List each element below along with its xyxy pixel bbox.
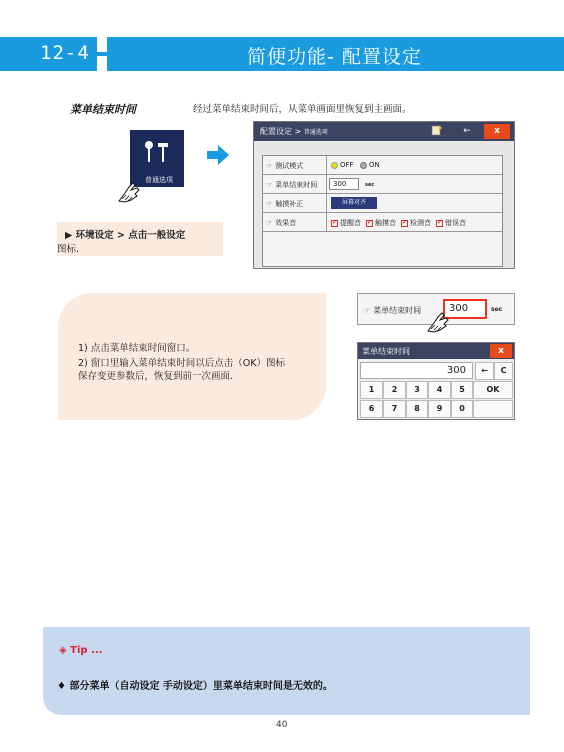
key-5[interactable]: 5 (451, 381, 473, 399)
screen-align-button[interactable]: 屏幕对齐 (331, 197, 377, 209)
timeout-label: ☞ 菜单结束时间 (363, 306, 422, 315)
path-line-1: ▶ 环境设定 > 点击一般设定 (65, 230, 186, 241)
header-connector (97, 52, 107, 56)
step-2-continued-text: 保存变更参数后，恢复到前一次画面. (78, 371, 234, 382)
config-window (253, 121, 515, 269)
window-titlebar (254, 122, 514, 141)
path-line-2: 图标. (57, 244, 80, 255)
detect-sound-checkbox[interactable]: ✓ 检测音 (401, 218, 431, 228)
back-arrow-icon[interactable]: ← (463, 126, 471, 136)
error-sound-checkbox[interactable]: ✓ 错误音 (436, 218, 466, 228)
row-label: ☞ 效果音 (266, 219, 297, 227)
keypad-title: 菜单结束时间 (362, 347, 410, 356)
touch-sound-checkbox[interactable]: ✓ 触摸音 (366, 218, 396, 228)
note-icon[interactable] (426, 124, 448, 139)
tools-icon (144, 141, 170, 170)
section-description: 经过菜单结束时间后，从菜单画面里恢复到主画面。 (193, 104, 412, 115)
settings-table (262, 155, 503, 267)
blank-key (473, 400, 513, 418)
ok-key[interactable]: OK (473, 381, 513, 399)
tip-box (43, 627, 530, 715)
row-label: ☞ 测试模式 (266, 162, 304, 170)
key-2[interactable]: 2 (383, 381, 406, 399)
step-1-text: 1) 点击菜单结束时间窗口。 (78, 343, 196, 354)
timeout-unit: sec (365, 182, 375, 188)
chapter-title: 简便功能- 配置设定 (247, 46, 422, 68)
timeout-unit: sec (491, 306, 503, 313)
pointing-hand-icon (426, 311, 452, 333)
timeout-input[interactable]: 300 (329, 178, 359, 190)
step-2-text: 2) 窗口里输入菜单结束时间以后点击（OK）图标 (78, 358, 285, 369)
chapter-number: 12-4 (40, 42, 90, 64)
alert-sound-checkbox[interactable]: ✓ 提醒音 (331, 218, 361, 228)
general-options-tile[interactable] (130, 130, 184, 187)
key-7[interactable]: 7 (383, 400, 406, 418)
page-number: 40 (276, 720, 288, 730)
keypad-window (357, 342, 515, 420)
row-effect-sound (263, 213, 502, 232)
keypad-close-button[interactable]: x (490, 344, 512, 358)
key-9[interactable]: 9 (428, 400, 451, 418)
key-8[interactable]: 8 (406, 400, 428, 418)
key-6[interactable]: 6 (360, 400, 383, 418)
clear-key[interactable]: C (494, 362, 513, 380)
key-0[interactable]: 0 (451, 400, 473, 418)
navigation-path-note (57, 222, 223, 256)
tip-heading: ◈ Tip ... (59, 645, 103, 656)
tip-body: ♦ 部分菜单（自动设定 手动设定）里菜单结束时间是无效的。 (57, 681, 333, 692)
key-4[interactable]: 4 (428, 381, 451, 399)
key-1[interactable]: 1 (360, 381, 383, 399)
on-radio[interactable]: ON (360, 161, 380, 169)
close-button[interactable]: x (484, 124, 510, 139)
section-title: 菜单结束时间 (70, 103, 136, 116)
off-radio[interactable]: OFF (331, 161, 354, 169)
key-3[interactable]: 3 (406, 381, 428, 399)
timeout-value-input[interactable]: 300 (443, 299, 487, 319)
window-title: 配置设定 > 普通选项 (260, 127, 328, 136)
row-menu-timeout (263, 175, 502, 194)
row-touch-calibration (263, 194, 502, 213)
pointing-hand-icon (117, 181, 143, 203)
row-label: ☞ 触摸补正 (266, 200, 304, 208)
row-label: ☞ 菜单结束时间 (266, 181, 318, 189)
tile-label: 普通选项 (145, 176, 173, 184)
backspace-key[interactable]: ← (475, 362, 494, 380)
chapter-title-bar (107, 37, 564, 71)
chapter-number-bar (0, 37, 97, 71)
keypad-titlebar (358, 343, 514, 359)
row-test-mode (263, 156, 502, 175)
instruction-panel (58, 293, 326, 420)
arrow-right-icon (207, 145, 229, 165)
keypad-display: 300 (360, 362, 473, 379)
